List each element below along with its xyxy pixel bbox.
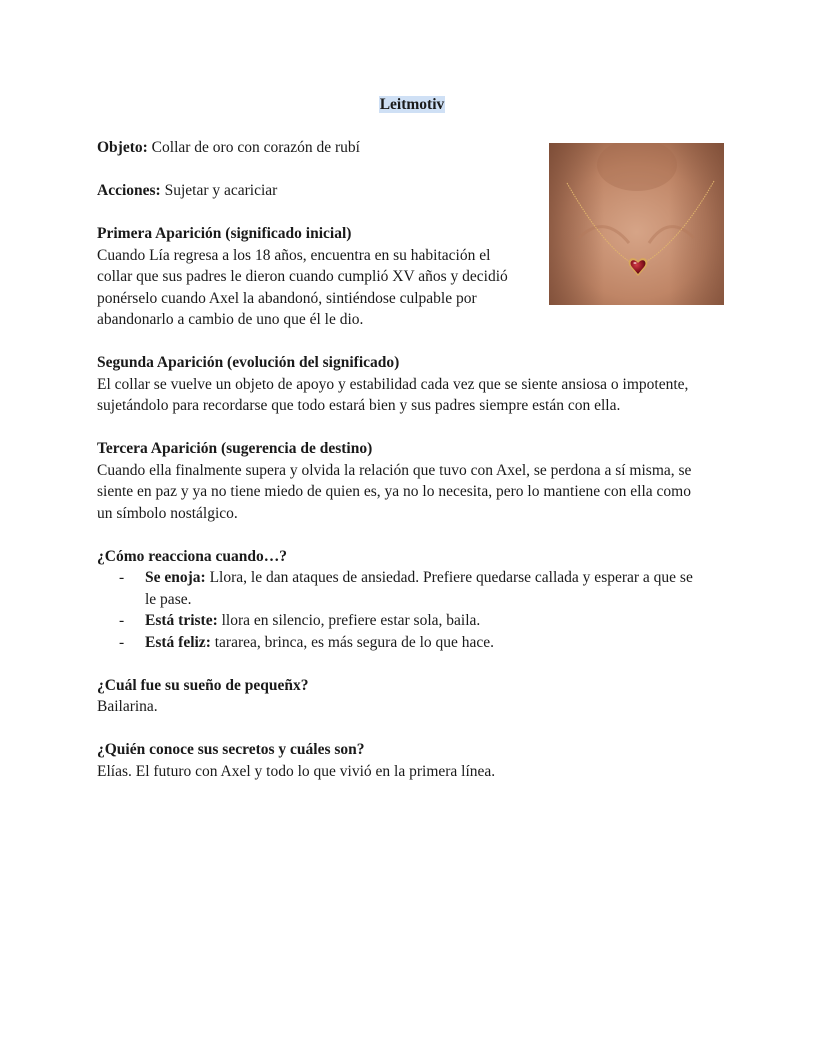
reaction-text: tararea, brinca, es más segura de lo que hace. xyxy=(210,633,495,651)
necklace-photo xyxy=(549,143,724,305)
list-item xyxy=(97,567,715,610)
dash-bullet: - xyxy=(119,569,125,586)
list-item xyxy=(97,632,715,654)
segunda-section xyxy=(97,352,727,417)
sueno-section xyxy=(97,675,727,718)
necklace-illustration xyxy=(549,143,724,305)
reaction-text: llora en silencio, prefiere estar sola, baila. xyxy=(217,612,481,629)
tercera-heading: Tercera Aparición (sugerencia de destino) xyxy=(97,440,373,457)
objeto-value: Collar de oro con corazón de rubí xyxy=(147,139,360,156)
acciones-label: Acciones: xyxy=(97,182,161,199)
primera-heading: Primera Aparición (significado inicial) xyxy=(97,225,352,242)
reaction-text: le pase. xyxy=(145,590,192,608)
reacciona-heading: ¿Cómo reacciona cuando…? xyxy=(97,547,288,565)
objeto-label: Objeto: xyxy=(97,139,148,156)
segunda-line: sujetándolo para recordarse que todo estará bien y sus padres siempre están con ella. xyxy=(97,397,621,414)
tercera-line: siente en paz y ya no tiene miedo de quien es, ya no lo necesita, pero lo mantiene con ella como xyxy=(97,483,691,500)
primera-line: ponérselo cuando Axel la abandonó, sintiéndose culpable por xyxy=(97,289,477,307)
segunda-heading: Segunda Aparición (evolución del significado) xyxy=(97,354,400,371)
sueno-answer: Bailarina. xyxy=(97,698,158,715)
acciones-value: Sujetar y acariciar xyxy=(160,182,278,199)
secretos-answer: Elías. El futuro con Axel y todo lo que vivió en la primera línea. xyxy=(97,762,496,780)
sueno-heading: ¿Cuál fue su sueño de pequeñx? xyxy=(97,676,309,694)
primera-line: Cuando Lía regresa a los 18 años, encuentra en su habitación el xyxy=(97,246,491,264)
secretos-section xyxy=(97,739,727,782)
secretos-heading: ¿Quién conoce sus secretos y cuáles son? xyxy=(97,741,365,758)
dash-bullet: - xyxy=(119,633,125,651)
document-title: Leitmotiv xyxy=(379,96,445,113)
segunda-line: El collar se vuelve un objeto de apoyo y estabilidad cada vez que se siente ansiosa o impotente, xyxy=(97,375,689,393)
primera-line: collar que sus padres le dieron cuando cumplió XV años y decidió xyxy=(97,268,508,285)
title-wrap xyxy=(97,94,727,118)
list-item xyxy=(97,610,715,632)
reactions-list xyxy=(97,567,727,653)
reaction-label: Se enoja: xyxy=(145,569,206,586)
reaction-label: Está triste: xyxy=(145,612,218,629)
reaction-label: Está feliz: xyxy=(145,633,211,651)
tercera-section xyxy=(97,438,727,524)
tercera-line: un símbolo nostálgico. xyxy=(97,504,238,522)
primera-section xyxy=(97,223,517,331)
reaction-text: Llora, le dan ataques de ansiedad. Prefiere quedarse callada y esperar a que se xyxy=(205,569,693,586)
reacciona-section xyxy=(97,546,727,654)
dash-bullet: - xyxy=(119,612,125,629)
primera-line: abandonarlo a cambio de uno que él le dio. xyxy=(97,311,364,328)
tercera-line: Cuando ella finalmente supera y olvida la relación que tuvo con Axel, se perdona a sí misma, se xyxy=(97,461,692,479)
